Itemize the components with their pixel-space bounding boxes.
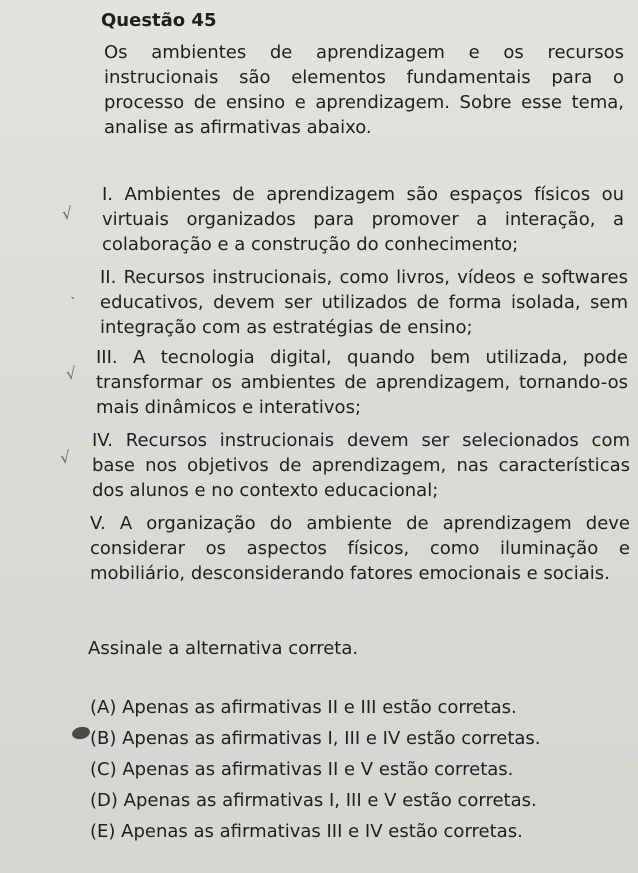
selection-dot-icon: [71, 725, 91, 740]
statement-1: I. Ambientes de aprendizagem são espaços físicos ou virtuais organizados para promover a interação, a colaboração e a construção do conhecimento;: [102, 184, 624, 255]
statement-3: III. A tecnologia digital, quando bem utilizada, pode transformar os ambientes de aprendizagem, tornando-os mais dinâmicos e interativos;: [96, 347, 628, 418]
instruction-prompt: Assinale a alternativa correta.: [88, 638, 359, 659]
question-title: Questão 45: [101, 10, 217, 31]
option-c[interactable]: (C) Apenas as afirmativas II e V estão corretas.: [90, 759, 514, 780]
option-e[interactable]: (E) Apenas as afirmativas III e IV estão corretas.: [90, 821, 523, 842]
tick-mark-icon: 、: [69, 286, 84, 302]
statement-4: IV. Recursos instrucionais devem ser selecionados com base nos objetivos de aprendizagem, nas características dos alunos e no contexto educacional;: [92, 430, 630, 501]
option-d[interactable]: (D) Apenas as afirmativas I, III e V estão corretas.: [90, 790, 537, 811]
statement-2: II. Recursos instrucionais, como livros, vídeos e softwares educativos, devem ser utilizados de forma isolada, sem integração com as estratégias de ensino;: [100, 267, 628, 338]
statement-5: V. A organização do ambiente de aprendizagem deve considerar os aspectos físicos, como iluminação e mobiliário, desconsiderando fatores emocionais e sociais.: [90, 513, 630, 584]
check-mark-icon: √: [64, 363, 78, 384]
answer-options: [90, 692, 541, 847]
option-b[interactable]: (B) Apenas as afirmativas I, III e IV estão corretas.: [90, 728, 541, 749]
check-mark-icon: √: [60, 203, 74, 224]
check-mark-icon: √: [58, 447, 72, 468]
question-intro: Os ambientes de aprendizagem e os recursos instrucionais são elementos fundamentais para o processo de ensino e aprendizagem. Sobre esse tema, analise as afirmativas abaixo.: [104, 42, 624, 138]
option-a[interactable]: (A) Apenas as afirmativas II e III estão corretas.: [90, 697, 517, 718]
